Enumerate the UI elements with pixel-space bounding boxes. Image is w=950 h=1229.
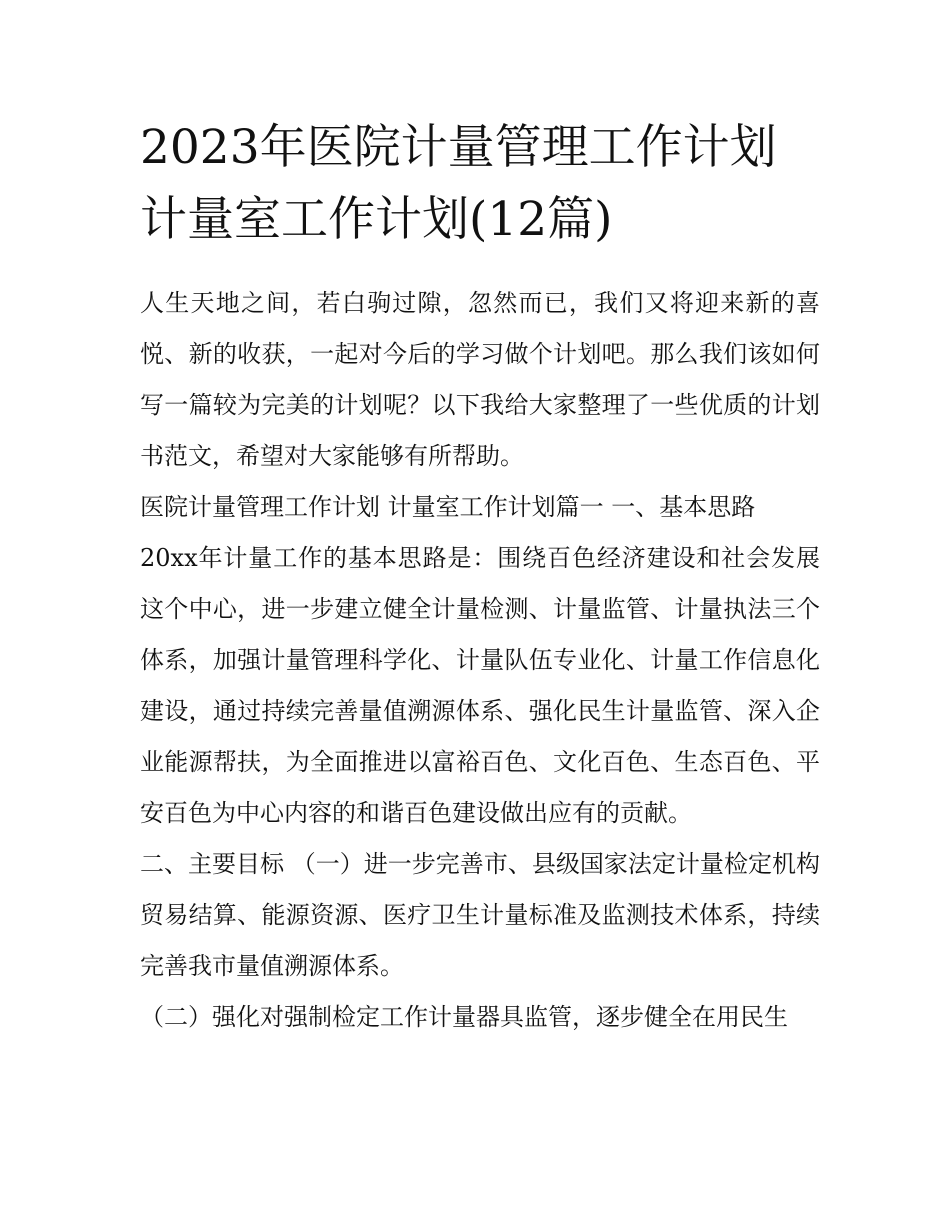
intro-paragraph: 人生天地之间，若白驹过隙，忽然而已，我们又将迎来新的喜悦、新的收获，一起对今后的学习做个计划吧。那么我们该如何写一篇较为完美的计划呢？以下我给大家整理了一些优质的计划书范文，希望对大家能够有所帮助。 xyxy=(140,289,820,470)
main-goals-paragraph: 二、主要目标 （一）进一步完善市、县级国家法定计量检定机构贸易结算、能源资源、医疗卫生计量标准及监测技术体系，持续完善我市量值溯源体系。 xyxy=(140,850,820,980)
goal-two-paragraph: （二）强化对强制检定工作计量器具监管，逐步健全在用民生 xyxy=(140,1003,788,1031)
document-title xyxy=(140,112,830,256)
document-body xyxy=(140,278,820,1043)
basic-approach-paragraph: 20xx年计量工作的基本思路是：围绕百色经济建设和社会发展这个中心，进一步建立健全计量检测、计量监管、计量执法三个体系，加强计量管理科学化、计量队伍专业化、计量工作信息化建设，通过持续完善量值溯源体系、强化民生计量监管、深入企业能源帮扶，为全面推进以富裕百色、文化百色、生态百色、平安百色为中心内容的和谐百色建设做出应有的贡献。 xyxy=(140,544,820,827)
title-line-1: 2023年医院计量管理工作计划 xyxy=(140,120,777,175)
title-line-2: 计量室工作计划(12篇) xyxy=(140,192,613,247)
section-heading-paragraph: 医院计量管理工作计划 计量室工作计划篇一 一、基本思路 xyxy=(140,493,756,521)
